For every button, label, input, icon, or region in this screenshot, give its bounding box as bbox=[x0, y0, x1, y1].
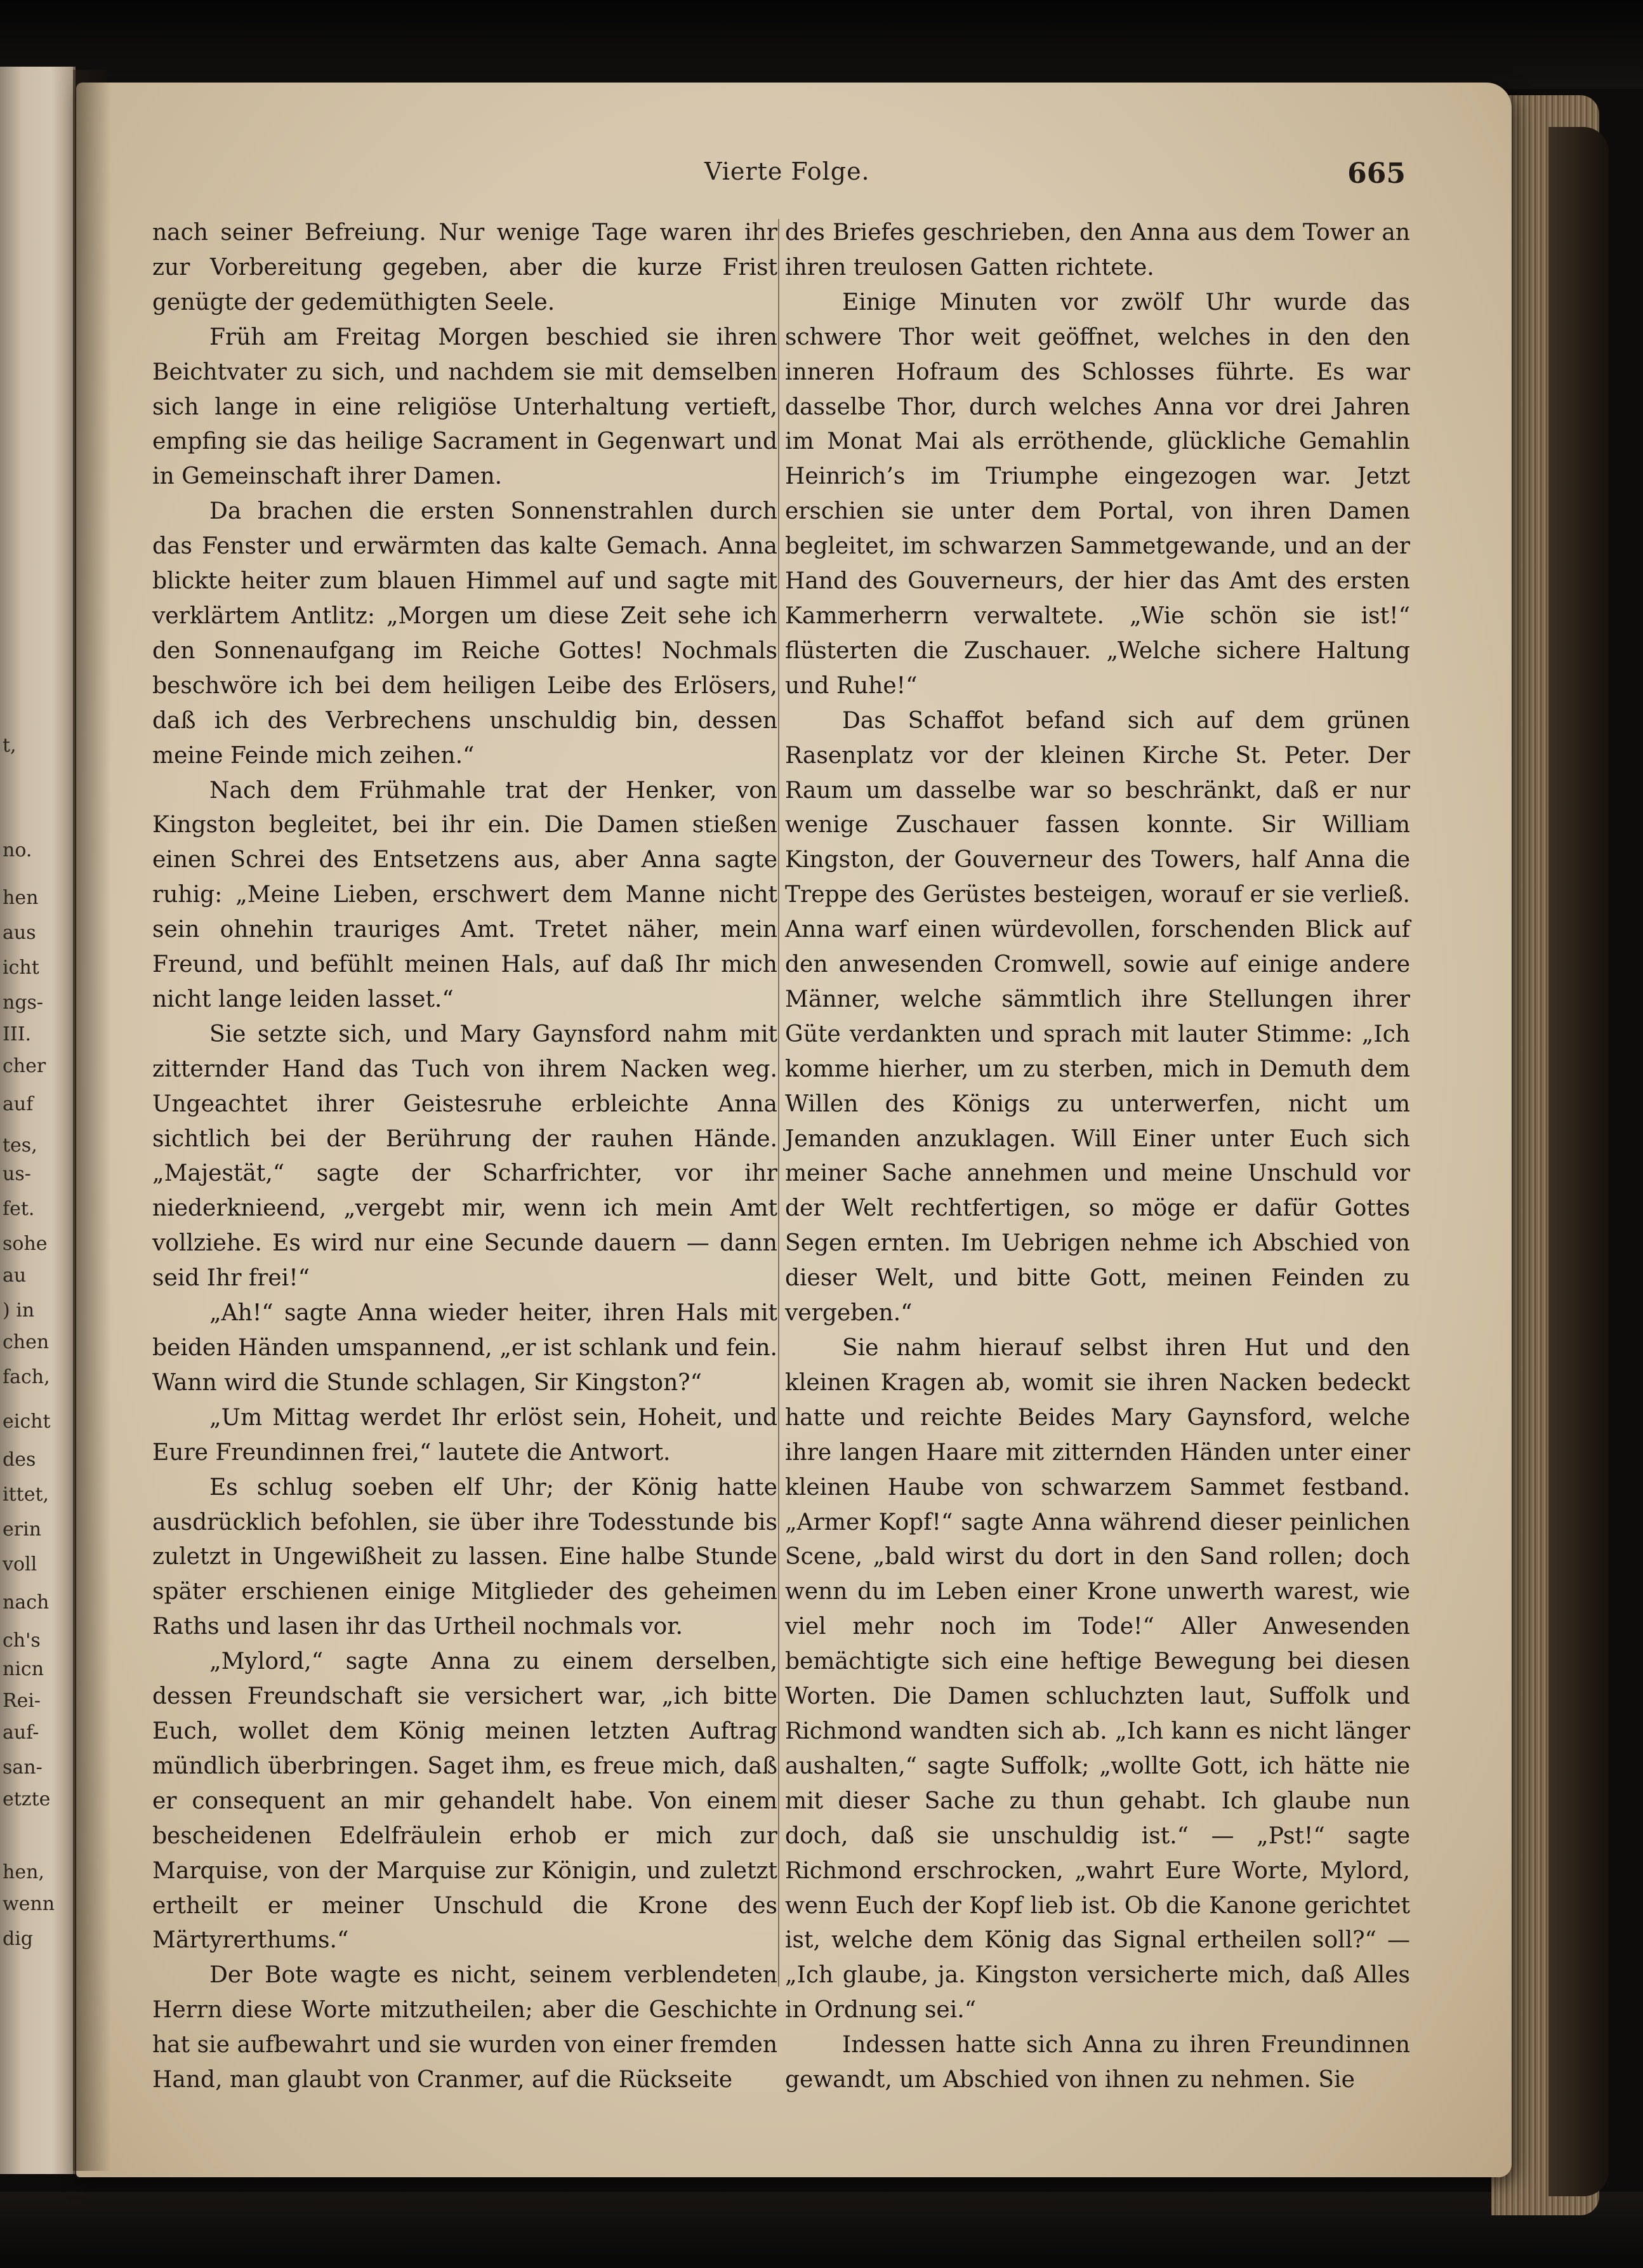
facing-page-fragment: chen bbox=[3, 1331, 49, 1353]
facing-page-edge bbox=[0, 67, 76, 2174]
facing-page-fragment: hen, bbox=[3, 1861, 44, 1883]
facing-page-fragment: Rei- bbox=[3, 1690, 41, 1712]
paragraph: Da brachen die ersten Sonnenstrahlen durch das Fenster und erwärmten das kalte Gemach. Anna blickte heiter zum blauen Himmel auf und sagte mit verklärtem Antlitz: „Morgen um diese Zeit sehe ich den Sonnenaufgang im Reiche Gottes! Nochmals beschwöre ich bei dem heiligen Leibe des Erlösers, daß ich des Verbrechens unschuldig bin, dessen meine Feinde mich zeihen.“ bbox=[152, 498, 777, 769]
paragraph: Der Bote wagte es nicht, seinem verblendeten Herrn diese Worte mitzutheilen; aber die Geschichte hat sie aufbewahrt und sie wurden von einer fremden Hand, man glaubt von Cranmer, auf die Rückseite bbox=[152, 1962, 777, 2093]
facing-page-fragment: san- bbox=[3, 1756, 43, 1779]
facing-page-fragment: no. bbox=[3, 839, 32, 861]
facing-page-fragment: ittet, bbox=[3, 1483, 49, 1506]
paragraph: „Ah!“ sagte Anna wieder heiter, ihren Hals mit beiden Händen umspannend, „er ist schlank und fein. Wann wird die Stunde schlagen, Sir Kingston?“ bbox=[152, 1300, 777, 1396]
facing-page-fragment: des bbox=[3, 1449, 36, 1471]
right-text-column bbox=[785, 216, 1410, 2098]
facing-page-fragment: ch's bbox=[3, 1629, 41, 1652]
facing-page-fragment: t, bbox=[3, 734, 16, 757]
paragraph: Sie nahm hierauf selbst ihren Hut und den kleinen Kragen ab, womit sie ihren Nacken bedeckt hatte und reichte Beides Mary Gaynsford, welche ihre langen Haare mit zitternden Händen unter einer kleinen Haube von schwarzem Sammet festband. „Armer Kopf!“ sagte Anna während dieser peinlichen Scene, „bald wirst du dort in den Sand rollen; doch wenn du im Leben einer Krone unwerth warest, wie viel mehr noch im Tode!“ Aller Anwesenden bemächtigte sich eine heftige Bewegung bei diesen Worten. Die Damen schluchzten laut, Suffolk und Richmond wandten sich ab. „Ich kann es nicht länger aushalten,“ sagte Suffolk; „wollte Gott, ich hätte nie mit dieser Sache zu thun gehabt. Ich glaube nun doch, daß sie unschuldig ist.“ — „Pst!“ sagte Richmond erschrocken, „wahrt Eure Worte, Mylord, wenn Euch der Kopf lieb ist. Ob die Kanone gerichtet ist, welche dem König das Signal ertheilen soll?“ — „Ich glaube, ja. Kingston versicherte mich, daß Alles in Ordnung sei.“ bbox=[785, 1335, 1410, 2024]
facing-page-fragment: cher bbox=[3, 1055, 46, 1077]
facing-page-fragment: nicn bbox=[3, 1658, 44, 1680]
paragraph: „Mylord,“ sagte Anna zu einem derselben, dessen Freundschaft sie versichert war, „ich bitte Euch, wollet dem König meinen letzten Auftrag mündlich überbringen. Saget ihm, es freue mich, daß er consequent an mir gehandelt habe. Von einem bescheidenen Edelfräulein erhob er mich zur Marquise, von der Marquise zur Königin, und zuletzt ertheilt er meiner Unschuld die Krone des Märtyrerthums.“ bbox=[152, 1648, 777, 1954]
book-cover-edge bbox=[1548, 127, 1609, 2196]
facing-page-fragment: ngs- bbox=[3, 991, 44, 1014]
facing-page-fragment: fach, bbox=[3, 1366, 50, 1388]
facing-page-fragment: voll bbox=[3, 1553, 37, 1575]
running-head: Vierte Folge. bbox=[704, 157, 870, 185]
paragraph: Nach dem Frühmahle trat der Henker, von Kingston begleitet, bei ihr ein. Die Damen stießen einen Schrei des Entsetzens aus, aber Anna sagte ruhig: „Meine Lieben, erschwert dem Manne nicht sein ohnehin trauriges Amt. Tretet näher, mein Freund, und befühlt meinen Hals, auf daß Ihr mich nicht lange leiden lasset.“ bbox=[152, 777, 777, 1012]
paragraph: „Um Mittag werdet Ihr erlöst sein, Hoheit, und Eure Freundinnen frei,“ lautete die Antwort. bbox=[152, 1404, 777, 1466]
paragraph: Früh am Freitag Morgen beschied sie ihren Beichtvater zu sich, und nachdem sie mit demselben sich lange in eine religiöse Unterhaltung vertieft, empfing sie das heilige Sacrament in Gegenwart und in Gemeinschaft ihrer Damen. bbox=[152, 324, 777, 490]
facing-page-fragment: us- bbox=[3, 1163, 31, 1185]
background-bottom bbox=[0, 2192, 1643, 2268]
facing-page-fragment: sohe bbox=[3, 1233, 48, 1255]
facing-page-fragment: icht bbox=[3, 957, 39, 979]
binding-gutter-shadow bbox=[73, 70, 111, 2171]
facing-page-fragment: hen bbox=[3, 887, 39, 909]
paragraph: Das Schaffot befand sich auf dem grünen Rasenplatz vor der kleinen Kirche St. Peter. Der Raum um dasselbe war so beschränkt, daß er nur wenige Zuschauer fassen konnte. Sir William Kingston, der Gouverneur des Towers, half Anna die Treppe des Gerüstes besteigen, worauf er sie verließ. Anna warf einen würdevollen, forschenden Blick auf den anwesenden Cromwell, sowie auf einige andere Männer, welche sämmtlich ihre Stellungen ihrer Güte verdankten und sprach mit lauter Stimme: „Ich komme hierher, um zu sterben, mich in Demuth dem Willen des Königs zu unterwerfen, nicht um Jemanden anzuklagen. Will Einer unter Euch sich meiner Sache annehmen und meine Unschuld vor der Welt rechtfertigen, so möge er dafür Gottes Segen ernten. Im Uebrigen nehme ich Abschied von dieser Welt, und bitte Gott, meinen Feinden zu vergeben.“ bbox=[785, 707, 1410, 1327]
facing-page-fragment: tes, bbox=[3, 1134, 37, 1157]
column-divider bbox=[778, 219, 779, 1987]
facing-page-fragment: au bbox=[3, 1264, 27, 1287]
left-text-column bbox=[152, 216, 777, 2098]
paragraph: Sie setzte sich, und Mary Gaynsford nahm mit zitternder Hand das Tuch von ihrem Nacken weg. Ungeachtet ihrer Geistesruhe erbleichte Anna sichtlich bei der Berührung der rauhen Hände. „Majestät,“ sagte der Scharfrichter, vor ihr niederknieend, „vergebt mir, wenn ich mein Amt vollziehe. Es wird nur eine Secunde dauern — dann seid Ihr frei!“ bbox=[152, 1021, 777, 1292]
paragraph: Es schlug soeben elf Uhr; der König hatte ausdrücklich befohlen, sie über ihre Todesstunde bis zuletzt in Ungewißheit zu lassen. Eine halbe Stunde später erschienen einige Mitglieder des geheimen Raths und lasen ihr das Urtheil nochmals vor. bbox=[152, 1474, 777, 1640]
facing-page-fragment: nach bbox=[3, 1591, 49, 1614]
page-number: 665 bbox=[1347, 157, 1406, 190]
facing-page-fragment: ) in bbox=[3, 1299, 35, 1322]
facing-page-fragment: eicht bbox=[3, 1410, 51, 1433]
facing-page-fragment: dig bbox=[3, 1928, 34, 1950]
paragraph: Einige Minuten vor zwölf Uhr wurde das schwere Thor weit geöffnet, welches in den den inneren Hofraum des Schlosses führte. Es war dasselbe Thor, durch welches Anna vor drei Jahren im Monat Mai als erröthende, glückliche Gemahlin Heinrich’s im Triumphe eingezogen war. Jetzt erschien sie unter dem Portal, von ihren Damen begleitet, im schwarzen Sammetgewande, und an der Hand des Gouverneurs, der hier das Amt des ersten Kammerherrn verwaltete. „Wie schön sie ist!“ flüsterten die Zuschauer. „Welche sichere Haltung und Ruhe!“ bbox=[785, 289, 1410, 699]
facing-page-fragment: III. bbox=[3, 1023, 32, 1045]
facing-page-fragment: aus bbox=[3, 922, 36, 944]
facing-page-fragment: auf- bbox=[3, 1721, 39, 1744]
paragraph: des Briefes geschrieben, den Anna aus dem Tower an ihren treulosen Gatten richtete. bbox=[785, 220, 1410, 281]
facing-page-fragment: fet. bbox=[3, 1198, 35, 1220]
facing-page-fragment: etzte bbox=[3, 1788, 51, 1810]
paragraph: nach seiner Befreiung. Nur wenige Tage waren ihr zur Vorbereitung gegeben, aber die kurze Frist genügte der gedemüthigten Seele. bbox=[152, 220, 777, 315]
facing-page-fragment: erin bbox=[3, 1518, 42, 1541]
facing-page-fragment: auf bbox=[3, 1093, 34, 1115]
paragraph: Indessen hatte sich Anna zu ihren Freundinnen gewandt, um Abschied von ihnen zu nehmen. Sie bbox=[785, 2032, 1410, 2093]
background-top bbox=[0, 0, 1643, 89]
facing-page-fragment: wenn bbox=[3, 1893, 55, 1915]
